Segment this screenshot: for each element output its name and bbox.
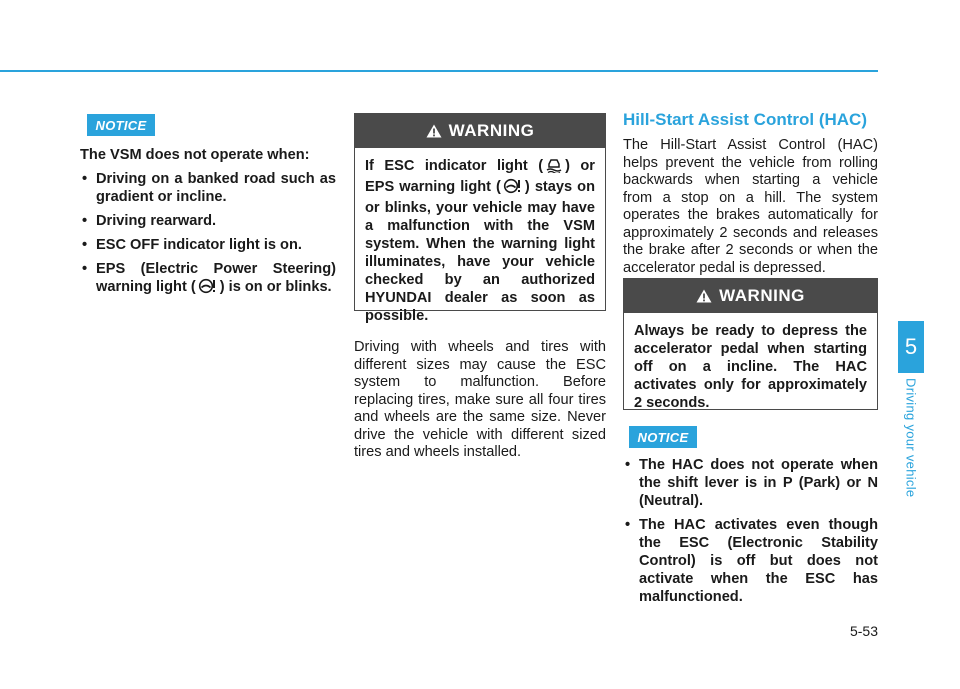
warning-label: WARNING xyxy=(719,286,805,305)
warning-text: If ESC indicator light ( ) or EPS warning light ( ) stays on or blinks, your vehicle may have a malfunction with the VSM system. When the warning light illuminates, have your vehicle checked by an authorized HYUNDAI dealer as soon as possible. xyxy=(365,158,596,324)
list-item: • The HAC activates even though the ESC (Electronic Stability Control) is off but does not activate when the ESC has malfunctioned. xyxy=(623,516,878,606)
warning-triangle-icon xyxy=(696,289,712,303)
hac-bullet-list xyxy=(623,456,878,612)
vsm-heading: The VSM does not operate when: xyxy=(80,147,310,163)
warning-triangle-icon xyxy=(426,124,442,138)
eps-warning-icon xyxy=(198,278,218,299)
hac-warning-box xyxy=(623,278,878,410)
list-item: • The HAC does not operate when the shift lever is in P (Park) or N (Neutral). xyxy=(623,456,878,510)
list-item: • ESC OFF indicator light is on. xyxy=(80,236,336,254)
hac-intro-paragraph: The Hill-Start Assist Control (HAC) helps prevent the vehicle from rolling backwards when starting a vehicle from a stop on a hill. The system operates the brakes automatically for approximately 2 seconds and releases the brake after 2 seconds or when the accelerator pedal is depressed. xyxy=(623,137,878,276)
list-item: • Driving rearward. xyxy=(80,212,336,230)
vsm-bullet-list xyxy=(80,170,336,299)
hac-section-title: Hill-Start Assist Control (HAC) xyxy=(623,110,867,129)
tire-size-paragraph: Driving with wheels and tires with different sizes may cause the ESC system to malfunction. Before replacing tires, make sure all four tires and wheels are the same size. Never drive the vehicle with different sized tires and wheels installed. xyxy=(354,339,606,460)
warning-label: WARNING xyxy=(448,121,535,140)
list-item xyxy=(80,260,336,299)
chapter-title: Driving your vehicle xyxy=(903,378,919,498)
warning-text: Always be ready to depress the accelerator pedal when starting off on a incline. The HAC activates only for approximately 2 seconds. xyxy=(634,323,867,411)
notice-label: NOTICE xyxy=(87,114,155,136)
chapter-tab: 5 xyxy=(898,321,924,373)
warning-header xyxy=(355,114,605,148)
page-number: 5-53 xyxy=(849,623,878,639)
esc-warning-box xyxy=(354,113,606,324)
top-rule xyxy=(0,70,878,72)
notice-label: NOTICE xyxy=(629,426,697,448)
warning-header xyxy=(624,279,877,313)
eps-warning-icon xyxy=(503,178,523,199)
eps-text-after: ) is on or blinks. xyxy=(219,279,332,295)
esc-indicator-icon xyxy=(545,157,563,178)
eps-text-before: EPS (Electric Power Steering) warning light ( xyxy=(96,261,336,295)
list-item: • Driving on a banked road such as gradient or incline. xyxy=(80,170,336,206)
